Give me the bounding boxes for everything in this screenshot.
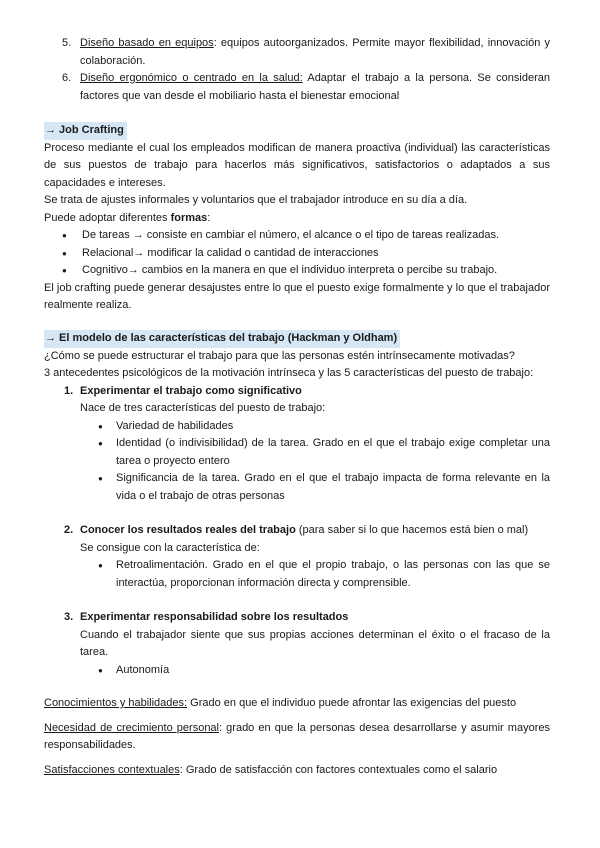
list-number: 6. — [62, 72, 72, 84]
definition-term: Necesidad de crecimiento personal — [44, 721, 219, 734]
section-heading-job-crafting: → Job Crafting — [44, 122, 127, 140]
bullet-text: Retroalimentación. Grado en el que el propio trabajo, o las personas con las que se interactúa, proporcionan información directa y comprensible. — [116, 559, 550, 589]
job-characteristics-model-section — [44, 330, 550, 679]
definitions-section — [44, 695, 550, 779]
list-term: Diseño basado en equipos — [80, 37, 214, 49]
list-item — [44, 35, 550, 70]
paragraph-text: : — [207, 211, 211, 224]
model-item-2 — [44, 522, 550, 592]
item-title: Conocer los resultados reales del trabajo — [80, 524, 296, 536]
bullet-icon: ● — [98, 474, 103, 483]
item-description: Nace de tres características del puesto de trabajo: — [80, 402, 326, 414]
list-item — [80, 662, 550, 680]
list-number: 5. — [62, 37, 72, 49]
definition — [44, 695, 550, 713]
paragraph: El job crafting puede generar desajustes entre lo que el puesto exige formalmente y lo que el trabajador realmente realiza. — [44, 281, 550, 311]
list-text: : equipos autoorganizados. Permite mayor flexibilidad, innovación y colaboración. — [80, 37, 551, 67]
paragraph: ¿Cómo se puede estructurar el trabajo para que las personas estén intrínsecamente motivadas? — [44, 349, 515, 362]
item-number: 3. — [64, 611, 74, 623]
definition — [44, 762, 550, 780]
bullet-text: De tareas → consiste en cambiar el número, el alcance o el tipo de tareas realizadas. — [82, 229, 499, 241]
bullet-text: Cognitivo→ cambios en la manera en que el individuo interpreta o percibe su trabajo. — [82, 264, 498, 276]
paragraph — [44, 210, 550, 228]
paragraph: Proceso mediante el cual los empleados modifican de manera proactiva (individual) las características de sus puestos de trabajo para hacerlos más significativos, satisfactorios o adaptados a sus capacidades e intereses. — [44, 141, 550, 189]
bullet-icon: ● — [62, 248, 67, 258]
item-number: 1. — [64, 384, 74, 397]
list-item — [80, 470, 550, 505]
list-term: Diseño ergonómico o centrado en la salud: — [80, 72, 303, 84]
bullet-text: Variedad de habilidades — [116, 419, 234, 432]
model-item-3 — [44, 609, 550, 679]
top-numbered-list — [44, 35, 550, 105]
item-description: Cuando el trabajador siente que sus propias acciones determinan el éxito o el fracaso de la tarea. — [80, 628, 550, 658]
list-item — [80, 435, 550, 470]
list-item — [44, 262, 550, 280]
list-item — [44, 70, 550, 105]
item-number: 2. — [64, 524, 74, 536]
bullet-icon: ● — [98, 421, 103, 431]
definition-text: Grado en que el individuo puede afrontar las exigencias del puesto — [187, 697, 517, 709]
bullet-text: Autonomía — [116, 663, 170, 676]
list-item — [44, 245, 550, 263]
bold-term: formas — [170, 211, 208, 224]
paragraph: Se trata de ajustes informales y voluntarios que el trabajador introduce en su día a día. — [44, 194, 468, 206]
forms-list — [44, 227, 550, 280]
item-description: Se consigue con la característica de: — [80, 541, 260, 554]
item-title: Experimentar responsabilidad sobre los resultados — [80, 611, 349, 623]
bullet-icon: ● — [62, 266, 67, 275]
list-item — [80, 418, 550, 436]
paragraph: 3 antecedentes psicológicos de la motivación intrínseca y las 5 características del puesto de trabajo: — [44, 367, 534, 379]
definition-term: Satisfacciones contextuales — [44, 763, 180, 776]
bullet-icon: ● — [62, 231, 67, 240]
paragraph-text: Puede adoptar diferentes — [44, 211, 171, 224]
list-item — [44, 227, 550, 245]
list-text: Adaptar el trabajo a la persona. Se consideran factores que van desde el mobiliario hasta el bienestar emocional — [80, 72, 550, 102]
bullet-text: Significancia de la tarea. Grado en el que el trabajo impacta de forma relevante en la vida o el trabajo de otras personas — [116, 472, 550, 502]
bullet-icon: ● — [98, 665, 103, 675]
item-title: Experimentar el trabajo como significativo — [80, 384, 302, 397]
definition — [44, 720, 550, 755]
definition-text: : grado en que la personas desea desarrollarse y asumir mayores responsabilidades. — [44, 721, 550, 751]
bullet-icon: ● — [98, 561, 103, 570]
list-item — [80, 557, 550, 592]
job-crafting-section — [44, 122, 550, 315]
item-title-extra: (para saber si lo que hacemos está bien o mal) — [295, 524, 529, 536]
definition-text: : Grado de satisfacción con factores contextuales como el salario — [179, 763, 498, 776]
bullet-text: Identidad (o indivisibilidad) de la tarea. Grado en el que el trabajo exige completar una tarea o proyecto entero — [116, 437, 550, 467]
model-item-1 — [44, 383, 550, 506]
definition-term: Conocimientos y habilidades: — [44, 697, 188, 709]
bullet-icon: ● — [98, 439, 103, 448]
section-heading-model: → El modelo de las características del trabajo (Hackman y Oldham) — [44, 330, 400, 348]
bullet-text: Relacional→ modificar la calidad o cantidad de interacciones — [82, 246, 379, 259]
